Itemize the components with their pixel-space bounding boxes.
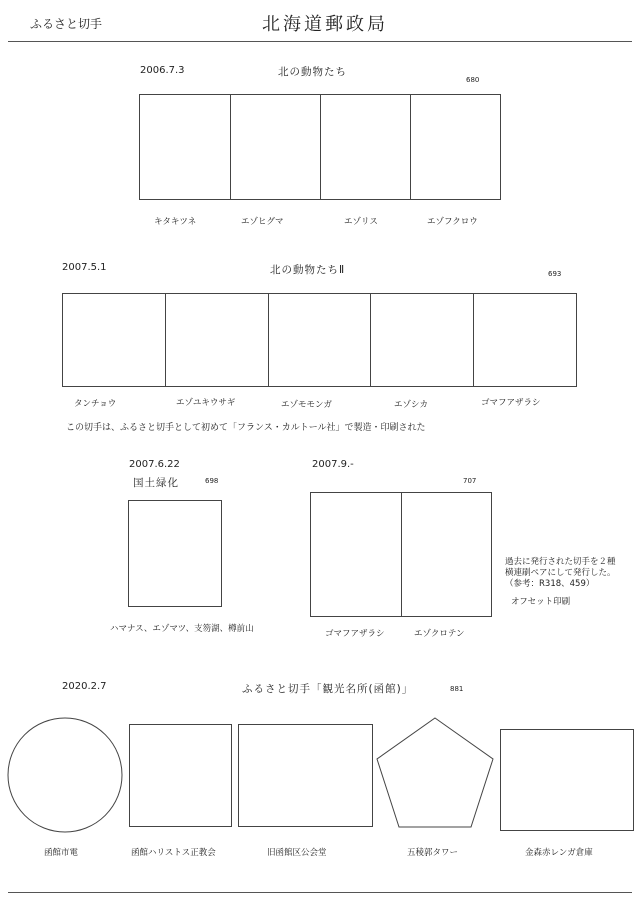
s1-caption-4: エゾフクロウ	[427, 217, 478, 227]
s1-stamp-2	[230, 94, 321, 200]
s1-stamp-1	[139, 94, 231, 200]
s2-stamp-5	[473, 293, 577, 387]
s1-stamp-3	[320, 94, 411, 200]
s3-stamp	[128, 500, 222, 607]
s3-number: 698	[205, 477, 219, 485]
s2-caption-2: エゾユキウサギ	[176, 398, 236, 408]
s2-stamp-4	[370, 293, 474, 387]
s1-caption-1: キタキツネ	[154, 217, 197, 227]
s5-date: 2020.2.7	[62, 681, 107, 692]
s5-stamp-1-circle	[6, 716, 124, 834]
page-title: 北海道郵政局	[262, 14, 388, 35]
s5-number: 881	[450, 685, 464, 693]
s2-stamp-1	[62, 293, 166, 387]
s2-caption-3: エゾモモンガ	[281, 400, 333, 410]
s1-caption-2: エゾヒグマ	[241, 217, 284, 227]
s4-caption-1: ゴマフアザラシ	[325, 629, 385, 639]
s2-caption-1: タンチョウ	[74, 399, 117, 409]
header-category: ふるさと切手	[30, 17, 103, 31]
s5-stamp-2	[129, 724, 232, 827]
s5-stamp-5	[500, 729, 634, 831]
s2-stamp-3	[268, 293, 371, 387]
s2-title: 北の動物たちⅡ	[270, 264, 346, 276]
s4-note-line-3: （参考：R318、459）	[505, 579, 595, 589]
s5-caption-3: 旧函館区公会堂	[267, 848, 327, 858]
s4-note-printing: オフセット印刷	[511, 597, 571, 607]
s5-caption-5: 金森赤レンガ倉庫	[525, 848, 593, 858]
footer-divider	[8, 892, 632, 893]
s3-date: 2007.6.22	[129, 459, 180, 470]
s4-note-line-1: 過去に発行された切手を２種	[505, 557, 616, 567]
s5-stamp-4-pentagon	[376, 716, 496, 830]
s2-date: 2007.5.1	[62, 262, 107, 273]
s4-date: 2007.9.-	[312, 459, 354, 470]
s5-caption-4: 五稜郭タワー	[407, 848, 459, 858]
s5-title: ふるさと切手「観光名所(函館)」	[242, 683, 414, 695]
header-divider	[8, 41, 632, 42]
s2-stamp-2	[165, 293, 269, 387]
s1-title: 北の動物たち	[278, 66, 347, 78]
s5-caption-2: 函館ハリストス正教会	[131, 848, 216, 858]
s4-stamp-1	[310, 492, 402, 617]
s4-number: 707	[463, 477, 477, 485]
s1-date: 2006.7.3	[140, 65, 185, 76]
s3-title: 国土緑化	[133, 477, 179, 489]
s5-stamp-3	[238, 724, 373, 827]
s2-note: この切手は、ふるさと切手として初めて「フランス・カルトール社」で製造・印刷された	[66, 423, 426, 433]
s4-note-line-2: 横連刷ペアにして発行した。	[505, 568, 616, 578]
s5-caption-1: 函館市電	[44, 848, 79, 858]
s4-caption-2: エゾクロテン	[414, 629, 465, 639]
s2-caption-4: エゾシカ	[394, 400, 429, 410]
s2-caption-5: ゴマフアザラシ	[481, 398, 541, 408]
s1-stamp-4	[410, 94, 501, 200]
s1-number: 680	[466, 76, 480, 84]
s4-stamp-2	[401, 492, 492, 617]
s2-number: 693	[548, 270, 562, 278]
s3-caption: ハマナス、エゾマツ、支笏湖、樽前山	[110, 624, 254, 634]
s1-caption-3: エゾリス	[344, 217, 378, 227]
